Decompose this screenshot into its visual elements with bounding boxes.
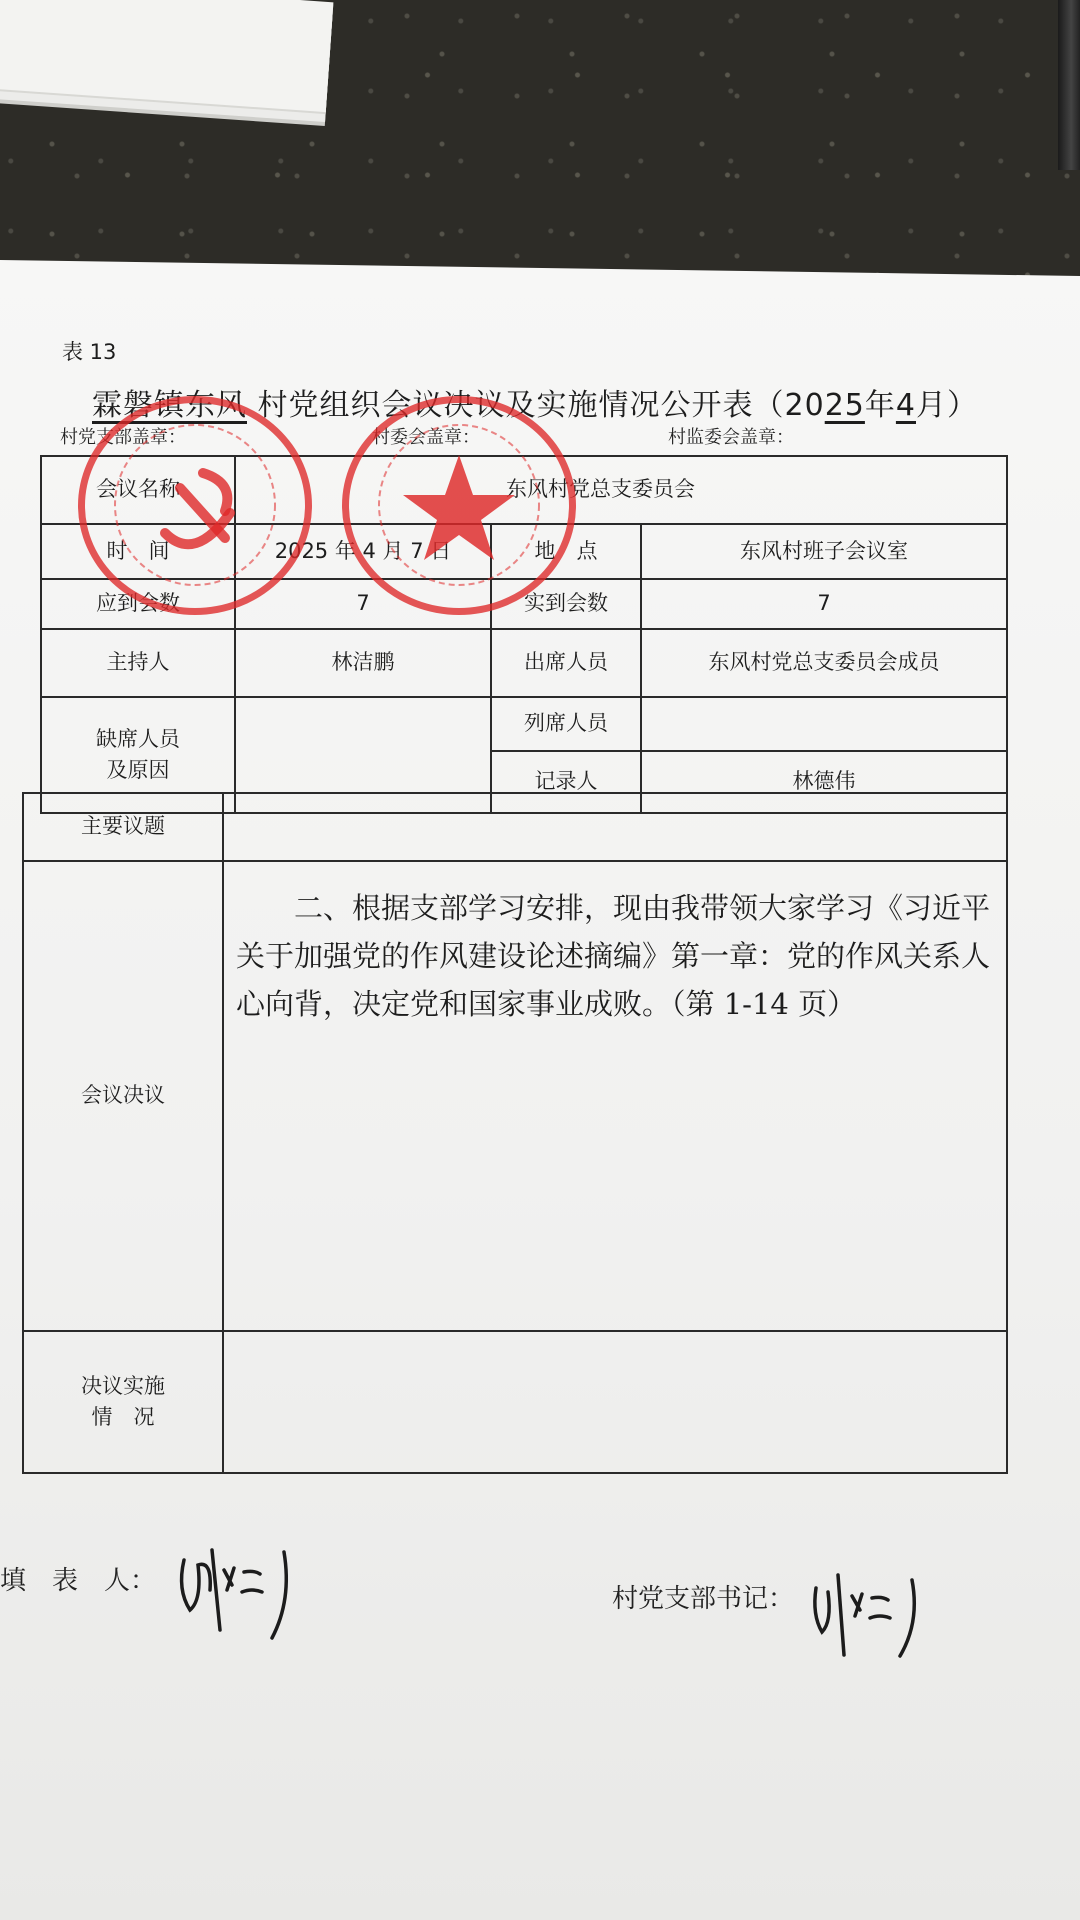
form-number: 表 13: [62, 340, 117, 364]
topic-label: 主要议题: [23, 793, 223, 861]
time-value: 2025 年 4 月 7 日: [235, 524, 491, 579]
observers-label: 列席人员: [491, 697, 641, 751]
meeting-name-label: 会议名称: [41, 456, 235, 524]
title-month-char: 月）: [916, 388, 978, 423]
village-committee-seal-label: 村委会盖章：: [372, 427, 480, 448]
absent-label-line2: 及原因: [106, 758, 170, 782]
recorder-label: 记录人: [491, 751, 641, 813]
title-town-village: 霖磐镇东风: [92, 388, 247, 423]
attendees-label: 出席人员: [491, 629, 641, 697]
implementation-value: [223, 1331, 1007, 1473]
expected-count-value: 7: [235, 579, 491, 629]
supervision-seal-label: 村监委会盖章：: [668, 427, 794, 448]
absent-label-line1: 缺席人员: [96, 726, 180, 751]
meeting-form-lower-table: [22, 792, 1008, 1474]
host-label: 主持人: [41, 629, 235, 697]
party-emblem-icon: [85, 403, 305, 608]
implementation-label-line1: 决议实施: [81, 1373, 165, 1398]
secretary-label: 村党支部书记：: [612, 1584, 795, 1614]
party-branch-seal-label: 村党支部盖章：: [60, 427, 186, 448]
secretary-signature: [808, 1560, 928, 1670]
decision-text: 二、根据支部学习安排，现由我带领大家学习《习近平关于加强党的作风建设论述摘编》第一章：党的作风关系人心向背，决定党和国家事业成败。（第 1-14 页）: [223, 861, 1007, 1331]
village-committee-seal: [342, 396, 576, 615]
decision-label: 会议决议: [23, 861, 223, 1331]
topic-value: [223, 793, 1007, 861]
title-main: 村党组织会议决议及实施情况公开表（20: [247, 388, 825, 423]
meeting-name-text: 东风村党总支委员会: [506, 477, 695, 502]
attendees-value: 东风村党总支委员会成员: [641, 629, 1007, 697]
actual-count-value: 7: [641, 579, 1007, 629]
place-label: 地 点: [491, 524, 641, 579]
filler-label: 填 表 人：: [0, 1566, 157, 1596]
time-label: 时 间: [41, 524, 235, 579]
title-month: 4: [895, 388, 916, 423]
desk-object: [1058, 0, 1080, 170]
title-year: 25: [824, 388, 865, 423]
place-value: 东风村班子会议室: [641, 524, 1007, 579]
expected-count-label: 应到会数: [41, 579, 235, 629]
filler-signature: [172, 1530, 302, 1650]
actual-count-label: 实到会数: [491, 579, 641, 629]
party-branch-seal: [78, 396, 312, 615]
implementation-label: [23, 1331, 223, 1473]
recorder-value: 林德伟: [641, 751, 1007, 813]
title-year-char: 年: [864, 388, 896, 423]
host-value: 林洁鹏: [235, 629, 491, 697]
implementation-label-line2: 情 况: [91, 1405, 155, 1429]
observers-value: [641, 697, 1007, 751]
star-icon: [349, 403, 569, 608]
